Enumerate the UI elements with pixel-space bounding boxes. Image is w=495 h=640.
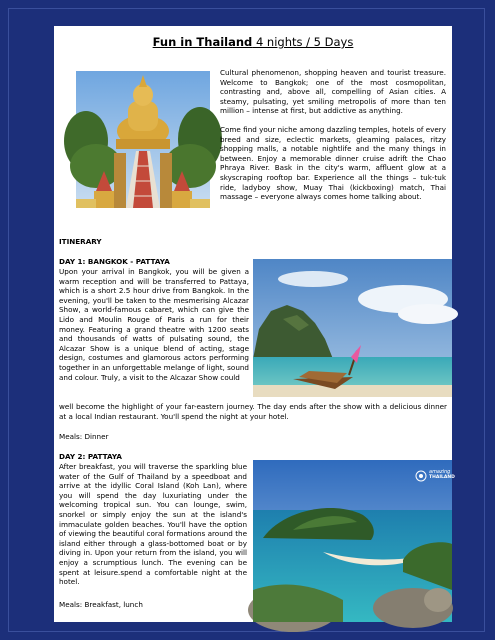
day1-meals: Meals: Dinner xyxy=(59,432,109,441)
brochure-page xyxy=(54,26,455,622)
title-duration: 4 nights / 5 Days xyxy=(252,35,354,49)
buddha-temple-photo xyxy=(76,71,210,208)
page-title xyxy=(54,35,452,49)
intro-text xyxy=(220,68,446,202)
day2-text: After breakfast, you will traverse the sparkling blue water of the Gulf of Thailand by a speedboat and arrive at the idyllic Coral Island (Koh Lan), where you will spend the day luxuriating under the welcoming tropical sun. You can lounge, swim, snorkel or simply enjoy the sun at the island's immaculate golden beaches. You'll have the option of viewing the beautiful coral formations around the island either through a glass-bottomed boat or by diving in. Upon your return from the island, you will enjoy a scrumptious lunch. The evening can be spent at leisure.spend a comfortable night at the hotel. xyxy=(59,462,247,587)
title-bold: Fun in Thailand xyxy=(152,35,253,49)
longtail-boat-photo xyxy=(253,259,452,397)
day2-meals: Meals: Breakfast, lunch xyxy=(59,600,143,609)
itinerary-heading: ITINERARY xyxy=(59,237,102,246)
logo-text-line2: THAILAND xyxy=(429,475,455,480)
intro-paragraph-1: Cultural phenomenon, shopping heaven and tourist treasure. Welcome to Bangkok; one of the most cosmopolitan, contrasting and, above all, compelling of Asian cities. A steamy, pulsating, yet smiling metropolis of more than ten million – intense at first, but addictive as anything. xyxy=(220,68,446,116)
day1-heading: DAY 1: BANGKOK - PATTAYA xyxy=(59,257,170,266)
day2-heading: DAY 2: PATTAYA xyxy=(59,452,122,461)
koh-nang-yuan-photo xyxy=(253,460,455,622)
day1-text: Upon your arrival in Bangkok, you will be given a warm reception and will be transferred to Pattaya, which is a short 2.5 hour drive from Bangkok. In the evening, you'll be taken to the mesmerising Alcazar Show, a world-famous cabaret, which can give the Lido and Moulin Rouge of Paris a run for their money. Featuring a grand theatre with 1200 seats and thousands of watts of pulsating sound, the Alcazar Show is a unique blend of acting, stage design, costumes and glamorous actors performing together in an unforgettable melange of light, sound and colour. Truly, a visit to the Alcazar Show could xyxy=(59,267,249,382)
logo-text-line1: amazing xyxy=(429,469,451,475)
day1-text-continued: well become the highlight of your far-eastern journey. The day ends after the show with a delicious dinner at a local Indian restaurant. You'll spend the night at your hotel. xyxy=(59,402,447,421)
intro-paragraph-2: Come find your niche among dazzling temples, hotels of every breed and size, eclectic markets, gleaming palaces, ritzy shopping malls, a notable nightlife and the many things in between. Enjoy a memorable dinner cruise adrift the Chao Phraya River. Bask in the city's warm, affluent glow at a skyscraping rooftop bar. Experience all the things – tuk-tuk ride, ladyboy show, Muay Thai (kickboxing) match, Thai massage – everyone always comes home talking about. xyxy=(220,124,446,202)
